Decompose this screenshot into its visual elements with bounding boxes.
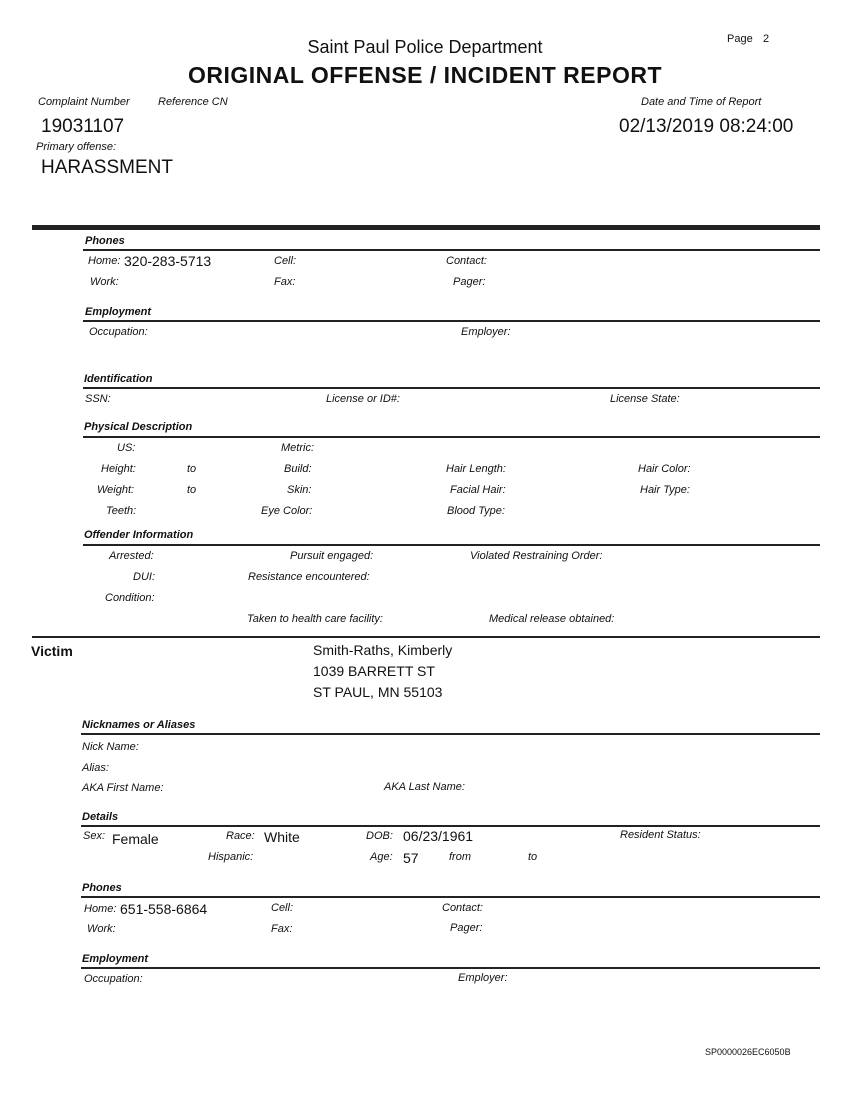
- restraining-order-label: Violated Restraining Order:: [470, 550, 603, 562]
- offender-home-label: Home:: [88, 255, 121, 267]
- report-date-time: 02/13/2019 08:24:00: [619, 116, 794, 137]
- health-facility-label: Taken to health care facility:: [247, 613, 383, 625]
- victim-employer-label: Employer:: [458, 972, 508, 984]
- complaint-number: 19031107: [41, 116, 125, 137]
- sex-value: Female: [112, 831, 159, 847]
- victim-label: Victim: [31, 643, 73, 659]
- victim-divider: [32, 636, 820, 638]
- offender-occupation-label: Occupation:: [89, 326, 148, 338]
- section-rule: [81, 896, 820, 898]
- metric-label: Metric:: [281, 442, 314, 454]
- weight-to: to: [187, 484, 197, 496]
- page-number: 2: [763, 33, 770, 45]
- section-rule: [83, 387, 820, 389]
- aliases-title: Nicknames or Aliases: [82, 719, 196, 731]
- section-rule: [81, 733, 820, 735]
- physical-description-title: Physical Description: [84, 421, 193, 433]
- dob-label: DOB:: [366, 830, 393, 842]
- build-label: Build:: [284, 463, 312, 475]
- teeth-label: Teeth:: [106, 505, 137, 517]
- aka-last-label: AKA Last Name:: [384, 781, 465, 793]
- offender-fax-label: Fax:: [274, 276, 296, 288]
- arrested-label: Arrested:: [109, 550, 154, 562]
- condition-label: Condition:: [105, 592, 155, 604]
- primary-offense-label: Primary offense:: [36, 141, 117, 153]
- dob-value: 06/23/1961: [403, 828, 474, 844]
- license-state-label: License State:: [610, 393, 680, 405]
- report-title: ORIGINAL OFFENSE / INCIDENT REPORT: [187, 62, 663, 88]
- section-rule: [83, 249, 820, 251]
- offender-cell-label: Cell:: [274, 255, 297, 267]
- hair-type-label: Hair Type:: [640, 484, 690, 496]
- dui-label: DUI:: [133, 571, 155, 583]
- us-label: US:: [117, 442, 136, 454]
- date-time-label: Date and Time of Report: [641, 96, 762, 108]
- pursuit-label: Pursuit engaged:: [290, 550, 374, 562]
- reference-cn-label: Reference CN: [158, 96, 228, 108]
- offender-employment-title: Employment: [85, 306, 152, 318]
- offender-work-label: Work:: [90, 276, 119, 288]
- age-value: 57: [403, 850, 419, 866]
- department-name: Saint Paul Police Department: [307, 37, 543, 57]
- victim-fax-label: Fax:: [271, 923, 293, 935]
- victim-cell-label: Cell:: [271, 902, 294, 914]
- victim-street: 1039 BARRETT ST: [313, 663, 435, 679]
- victim-home-phone: 651-558-6864: [120, 901, 208, 917]
- victim-contact-label: Contact:: [442, 902, 483, 914]
- skin-label: Skin:: [287, 484, 312, 496]
- document-id: SP0000026EC6050B: [705, 1047, 791, 1057]
- victim-work-label: Work:: [87, 923, 116, 935]
- details-title: Details: [82, 811, 119, 823]
- nick-name-label: Nick Name:: [82, 741, 139, 753]
- age-label: Age:: [370, 851, 393, 863]
- aka-first-label: AKA First Name:: [82, 782, 164, 794]
- facial-hair-label: Facial Hair:: [450, 484, 506, 496]
- victim-pager-label: Pager:: [450, 922, 483, 934]
- hair-color-label: Hair Color:: [638, 463, 691, 475]
- height-to: to: [187, 463, 197, 475]
- sex-label: Sex:: [83, 830, 106, 842]
- age-from-label: from: [449, 851, 471, 863]
- resident-status-label: Resident Status:: [620, 829, 701, 841]
- section-rule: [83, 544, 820, 546]
- hair-length-label: Hair Length:: [446, 463, 506, 475]
- section-rule: [81, 825, 820, 827]
- victim-home-label: Home:: [84, 903, 117, 915]
- header-divider: [32, 225, 820, 230]
- offender-employer-label: Employer:: [461, 326, 511, 338]
- complaint-number-label: Complaint Number: [38, 96, 130, 108]
- age-to-label: to: [528, 851, 538, 863]
- primary-offense: HARASSMENT: [41, 157, 173, 178]
- victim-phones-title: Phones: [82, 882, 122, 894]
- identification-title: Identification: [84, 373, 153, 385]
- license-label: License or ID#:: [326, 393, 400, 405]
- offender-phones-title: Phones: [85, 235, 125, 247]
- victim-name: Smith-Raths, Kimberly: [313, 642, 453, 658]
- resistance-label: Resistance encountered:: [248, 571, 370, 583]
- offender-home-phone: 320-283-5713: [124, 253, 212, 269]
- alias-label: Alias:: [82, 762, 109, 774]
- height-label: Height:: [101, 463, 136, 475]
- section-rule: [83, 436, 820, 438]
- section-rule: [81, 967, 820, 969]
- weight-label: Weight:: [97, 484, 135, 496]
- hispanic-label: Hispanic:: [208, 851, 254, 863]
- offender-pager-label: Pager:: [453, 276, 486, 288]
- medical-release-label: Medical release obtained:: [489, 613, 615, 625]
- blood-type-label: Blood Type:: [447, 505, 505, 517]
- ssn-label: SSN:: [85, 393, 111, 405]
- victim-employment-title: Employment: [82, 953, 149, 965]
- section-rule: [83, 320, 820, 322]
- race-label: Race:: [226, 830, 255, 842]
- victim-city: ST PAUL, MN 55103: [313, 684, 443, 700]
- race-value: White: [264, 829, 300, 845]
- offender-info-title: Offender Information: [84, 529, 194, 541]
- victim-occupation-label: Occupation:: [84, 973, 143, 985]
- eye-color-label: Eye Color:: [261, 505, 313, 517]
- page-label: Page: [727, 33, 753, 45]
- offender-contact-label: Contact:: [446, 255, 487, 267]
